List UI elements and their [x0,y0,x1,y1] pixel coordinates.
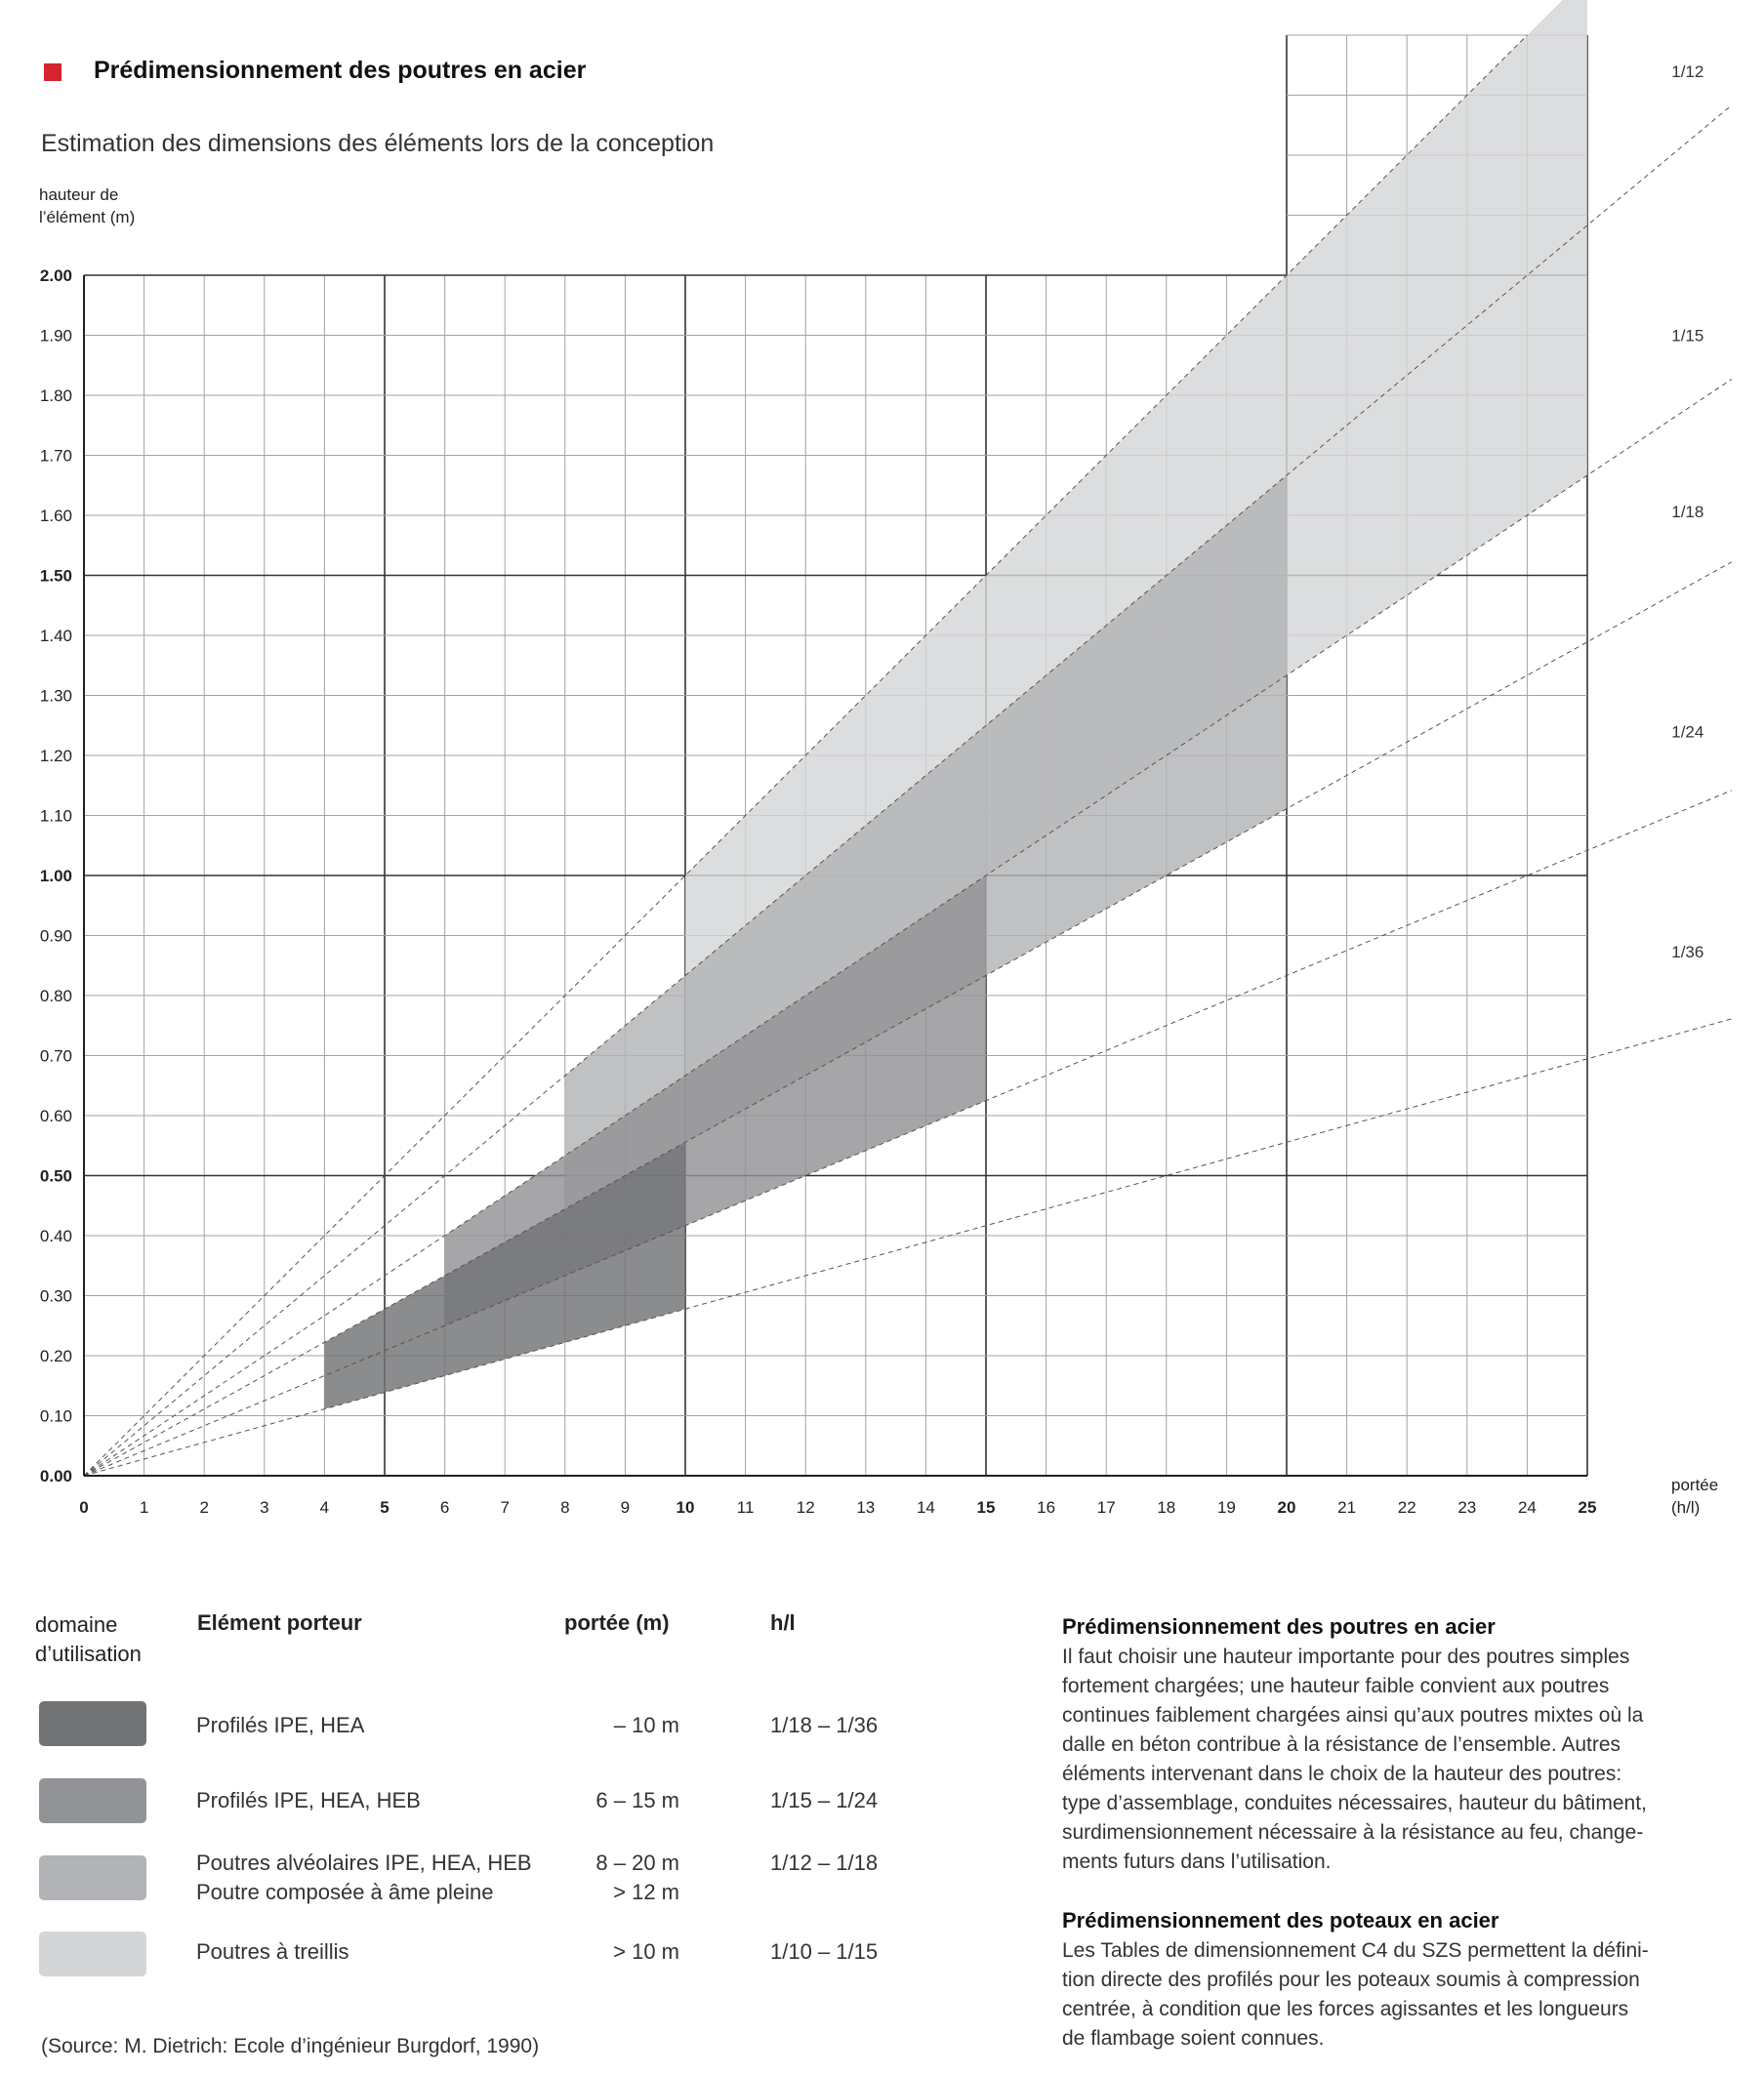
x-tick-label: 5 [380,1498,390,1517]
y-tick-label: 0.40 [39,1227,72,1245]
y-tick-label: 0.80 [39,987,72,1005]
text-block-body [1062,1936,1736,2054]
x-tick-label: 19 [1216,1498,1236,1517]
x-tick-label: 24 [1517,1498,1537,1517]
x-tick-label: 4 [319,1498,330,1517]
y-tick-label: 2.00 [39,266,72,285]
legend-header-ratio: h/l [770,1610,796,1635]
y-tick-labels [40,266,72,1485]
text-line: tion directe des profilés pour les poteaux soumis à compression [1062,1969,1640,1991]
y-tick-label: 0.30 [39,1286,72,1306]
x-tick-labels [79,1498,1596,1517]
y-tick-label: 1.10 [39,806,72,826]
legend-element: Poutres alvéolaires IPE, HEA, HEB [196,1851,532,1875]
x-tick-label: 9 [620,1498,631,1517]
y-tick-label: 1.40 [39,627,72,645]
legend-element: Poutres à treillis [196,1939,349,1964]
x-tick-label: 1 [139,1498,149,1517]
legend-span: > 10 m [613,1939,679,1964]
y-tick-label: 0.90 [39,926,72,946]
y-tick-label: 0.50 [39,1166,72,1186]
y-axis-label-line: hauteur de [39,185,119,204]
y-tick-label: 1.30 [39,686,72,706]
text-line: ments futurs dans l’utilisation. [1062,1851,1332,1873]
x-tick-label: 8 [560,1498,570,1517]
x-tick-label: 11 [736,1498,755,1517]
x-tick-label: 15 [976,1498,996,1517]
text-line: centrée, à condition que les forces agissantes et les longueurs [1062,1998,1629,2020]
text-line: Les Tables de dimensionnement C4 du SZS permettent la défini- [1062,1939,1649,1962]
page-title: Prédimensionnement des poutres en acier [94,57,587,84]
legend-span: 8 – 20 m [595,1851,679,1875]
y-tick-label: 1.60 [39,507,72,525]
text-block-heading: Prédimensionnement des poteaux en acier [1062,1908,1499,1933]
bands [324,0,1587,1409]
y-axis-label-line: l’élément (m) [39,208,136,226]
text-block-heading: Prédimensionnement des poutres en acier [1062,1614,1496,1639]
legend-header-domain-line: d’utilisation [35,1642,142,1666]
legend-ratio: 1/15 – 1/24 [770,1788,879,1812]
x-axis-label-line: portée [1671,1476,1719,1494]
ratio-label: 1/15 [1671,326,1704,346]
x-tick-label: 6 [439,1498,450,1517]
legend-span-secondary: > 12 m [613,1880,679,1904]
legend-swatch [39,1855,146,1900]
legend-ratio: 1/18 – 1/36 [770,1713,879,1737]
y-tick-label: 0.10 [39,1406,72,1426]
x-tick-label: 16 [1037,1498,1056,1517]
text-block-body [1062,1643,1736,1877]
legend-header-domain-line: domaine [35,1612,118,1637]
x-tick-label: 13 [856,1498,876,1517]
text-line: éléments intervenant dans le choix de la hauteur des poutres: [1062,1763,1622,1785]
legend-element-secondary: Poutre composée à âme pleine [196,1880,494,1904]
x-tick-label: 14 [916,1498,935,1517]
legend-span: – 10 m [613,1713,679,1737]
y-tick-label: 0.20 [39,1347,72,1365]
legend-header-domain [35,1610,142,1669]
legend-element: Profilés IPE, HEA [196,1713,365,1737]
y-tick-label: 0.70 [39,1046,72,1066]
text-line: dalle en béton contribue à la résistance de l’ensemble. Autres [1062,1733,1621,1756]
text-line: continues faiblement chargées ainsi qu’aux poutres mixtes où la [1062,1704,1644,1727]
x-tick-label: 7 [500,1498,510,1517]
x-axis-label-line: (h/l) [1671,1498,1701,1517]
y-tick-label: 1.50 [39,566,72,586]
y-tick-label: 0.00 [39,1467,72,1485]
ratio-label: 1/12 [1671,62,1704,82]
x-tick-label: 20 [1277,1498,1296,1517]
legend-span: 6 – 15 m [595,1788,679,1812]
ratio-label: 1/18 [1671,502,1704,521]
x-tick-label: 22 [1397,1498,1416,1517]
page-subtitle: Estimation des dimensions des éléments lors de la conception [41,130,715,157]
legend-element: Profilés IPE, HEA, HEB [196,1788,421,1812]
x-tick-label: 21 [1337,1498,1357,1517]
x-tick-label: 17 [1096,1498,1116,1517]
ratio-labels [1671,62,1703,961]
text-line: type d’assemblage, conduites nécessaires, hauteur du bâtiment, [1062,1792,1647,1814]
text-line: surdimensionnement nécessaire à la résistance au feu, change- [1062,1821,1644,1844]
legend-header-span: portée (m) [564,1610,670,1635]
text-line: de flambage soient connues. [1062,2027,1325,2050]
x-tick-label: 23 [1457,1498,1477,1517]
x-tick-label: 2 [199,1498,209,1517]
legend-swatch [39,1778,146,1823]
legend-ratio: 1/12 – 1/18 [770,1851,879,1875]
y-tick-label: 0.60 [39,1107,72,1125]
y-tick-label: 1.70 [39,446,72,466]
legend-swatch [39,1932,146,1976]
legend-swatch [39,1701,146,1746]
text-line: Il faut choisir une hauteur importante pour des poutres simples [1062,1646,1630,1668]
y-tick-label: 1.80 [39,387,72,405]
x-tick-label: 10 [676,1498,695,1517]
y-tick-label: 1.20 [39,747,72,765]
x-tick-label: 25 [1578,1498,1597,1517]
x-tick-label: 0 [79,1498,89,1517]
legend-ratio: 1/10 – 1/15 [770,1939,879,1964]
legend-header-element: Elément porteur [197,1610,362,1635]
y-tick-label: 1.00 [39,867,72,885]
x-tick-label: 3 [260,1498,269,1517]
x-tick-label: 12 [796,1498,815,1517]
x-tick-label: 18 [1157,1498,1176,1517]
text-line: fortement chargées; une hauteur faible convient aux poutres [1062,1675,1610,1697]
y-tick-label: 1.90 [39,326,72,346]
ratio-label: 1/36 [1671,943,1704,962]
ratio-label: 1/24 [1671,722,1704,742]
source-note: (Source: M. Dietrich: Ecole d’ingénieur Burgdorf, 1990) [41,2035,540,2057]
